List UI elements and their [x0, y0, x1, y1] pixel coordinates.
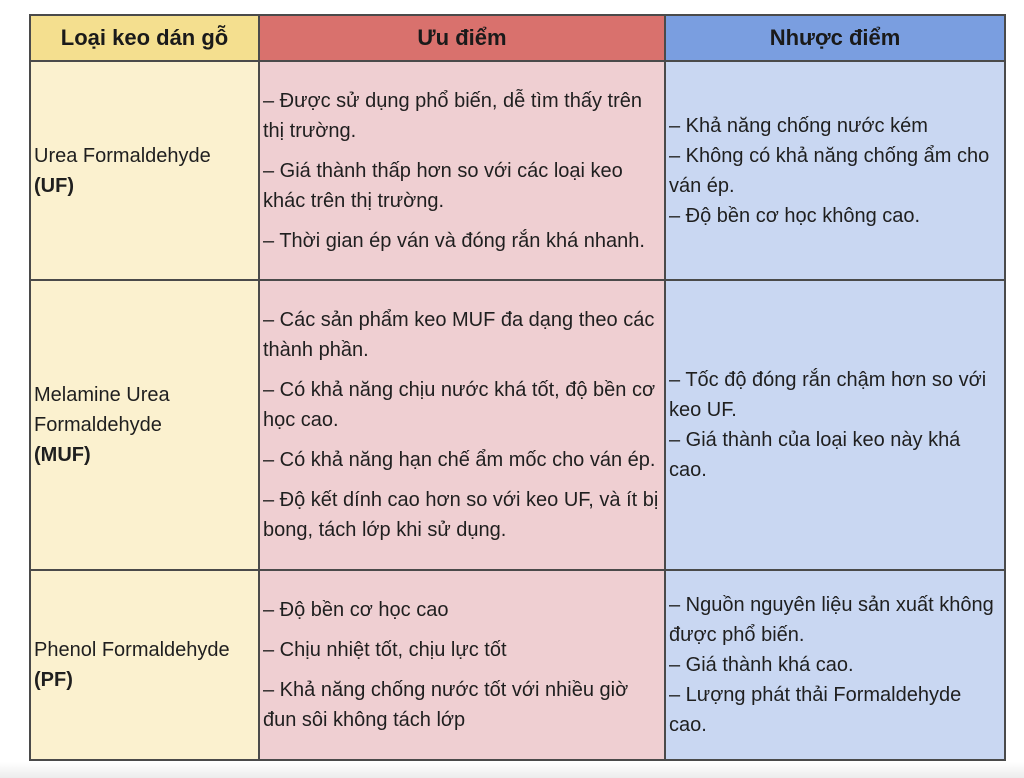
wood-glue-comparison-table	[29, 14, 1006, 761]
glue-type-cell	[30, 61, 259, 280]
bottom-shadow	[0, 762, 1024, 778]
disadvantage-item: – Nguồn nguyên liệu sản xuất không được phổ biến.	[669, 594, 994, 646]
glue-type-cell	[30, 570, 259, 760]
disadvantage-item: – Lượng phát thải Formaldehyde cao.	[669, 684, 962, 736]
advantage-item: – Độ bền cơ học cao	[263, 599, 449, 621]
disadvantage-item: – Không có khả năng chống ẩm cho ván ép.	[669, 144, 990, 197]
disadvantage-item: – Giá thành khá cao.	[669, 654, 854, 676]
advantage-item: – Giá thành thấp hơn so với các loại keo khác trên thị trường.	[263, 159, 623, 212]
glue-type-name: Phenol Formaldehyde	[34, 639, 230, 661]
glue-type-code: (PF)	[34, 669, 73, 691]
disadvantage-item: – Độ bền cơ học không cao.	[669, 204, 921, 227]
disadvantage-item: – Khả năng chống nước kém	[669, 114, 928, 137]
disadvantage-item: – Tốc độ đóng rắn chậm hơn so với keo UF.	[669, 369, 987, 421]
glue-type-cell	[30, 280, 259, 570]
disadvantage-item: – Giá thành của loại keo này khá cao.	[669, 429, 961, 481]
advantage-item: – Được sử dụng phổ biến, dễ tìm thấy trên thị trường.	[263, 89, 642, 142]
table-row	[30, 61, 1005, 280]
glue-type-code: (UF)	[34, 174, 74, 197]
disadvantages-cell	[665, 61, 1005, 280]
advantage-item: – Có khả năng chịu nước khá tốt, độ bền cơ học cao.	[263, 379, 656, 431]
disadvantages-cell	[665, 280, 1005, 570]
advantages-cell	[259, 570, 665, 760]
header-disadvantages: Nhược điểm	[665, 15, 1005, 61]
disadvantages-cell	[665, 570, 1005, 760]
glue-type-name: Urea Formaldehyde	[34, 144, 211, 167]
glue-type-name: Melamine Urea Formaldehyde	[34, 384, 170, 436]
table-header-row	[30, 15, 1005, 61]
header-glue-type: Loại keo dán gỗ	[30, 15, 259, 61]
advantage-item: – Khả năng chống nước tốt với nhiều giờ đun sôi không tách lớp	[263, 679, 629, 731]
table-row	[30, 280, 1005, 570]
advantage-item: – Độ kết dính cao hơn so với keo UF, và ít bị bong, tách lớp khi sử dụng.	[263, 489, 659, 541]
advantages-cell	[259, 280, 665, 570]
advantage-item: – Chịu nhiệt tốt, chịu lực tốt	[263, 639, 507, 661]
advantages-cell	[259, 61, 665, 280]
header-advantages: Ưu điểm	[259, 15, 665, 61]
glue-type-code: (MUF)	[34, 444, 91, 466]
table-row	[30, 570, 1005, 760]
advantage-item: – Thời gian ép ván và đóng rắn khá nhanh.	[263, 229, 645, 252]
advantage-item: – Có khả năng hạn chế ẩm mốc cho ván ép.	[263, 449, 656, 471]
advantage-item: – Các sản phẩm keo MUF đa dạng theo các thành phần.	[263, 309, 655, 361]
